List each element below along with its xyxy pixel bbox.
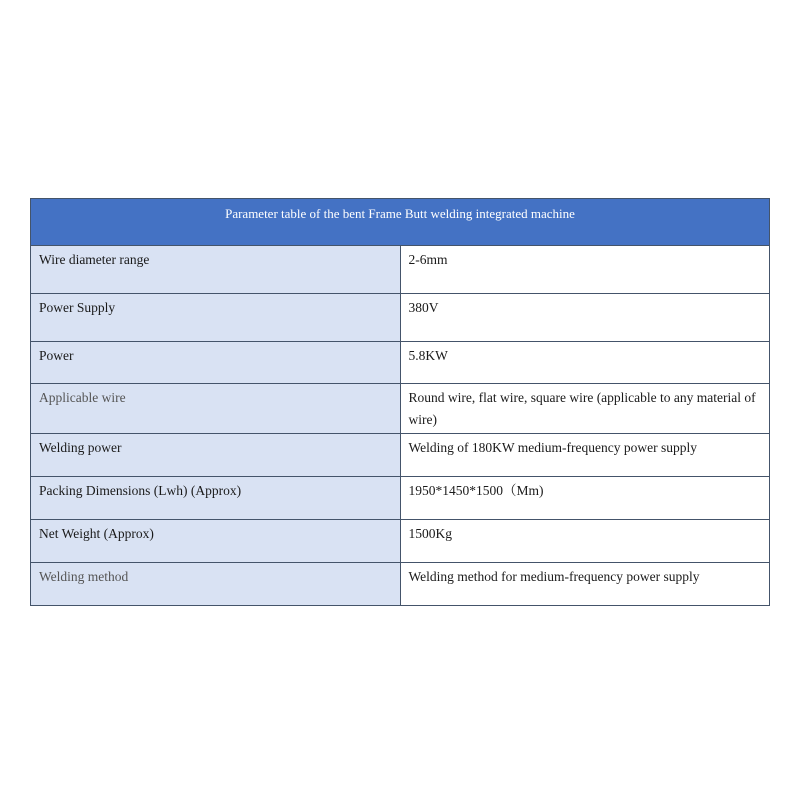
table-row	[31, 246, 770, 294]
row-label-net-weight: Net Weight (Approx)	[31, 520, 401, 563]
row-label-applicable-wire: Applicable wire	[31, 384, 401, 434]
table-row	[31, 384, 770, 434]
row-value-packing-dimensions: 1950*1450*1500（Mm)	[400, 477, 770, 520]
table-title: Parameter table of the bent Frame Butt welding integrated machine	[31, 199, 770, 246]
row-value-wire-diameter-range: 2-6mm	[400, 246, 770, 294]
table-row	[31, 477, 770, 520]
row-value-power: 5.8KW	[400, 342, 770, 384]
row-value-welding-method: Welding method for medium-frequency power supply	[400, 563, 770, 606]
table-header-row	[31, 199, 770, 246]
row-value-net-weight: 1500Kg	[400, 520, 770, 563]
row-label-packing-dimensions: Packing Dimensions (Lwh) (Approx)	[31, 477, 401, 520]
row-label-welding-power: Welding power	[31, 434, 401, 477]
row-label-power-supply: Power Supply	[31, 294, 401, 342]
row-label-welding-method: Welding method	[31, 563, 401, 606]
parameter-table	[30, 198, 770, 606]
row-value-applicable-wire: Round wire, flat wire, square wire (applicable to any material of wire)	[400, 384, 770, 434]
row-value-welding-power: Welding of 180KW medium-frequency power supply	[400, 434, 770, 477]
row-value-power-supply: 380V	[400, 294, 770, 342]
row-label-power: Power	[31, 342, 401, 384]
table-row	[31, 294, 770, 342]
table-row	[31, 520, 770, 563]
table-row	[31, 434, 770, 477]
row-label-wire-diameter-range: Wire diameter range	[31, 246, 401, 294]
table-row	[31, 563, 770, 606]
table-row	[31, 342, 770, 384]
